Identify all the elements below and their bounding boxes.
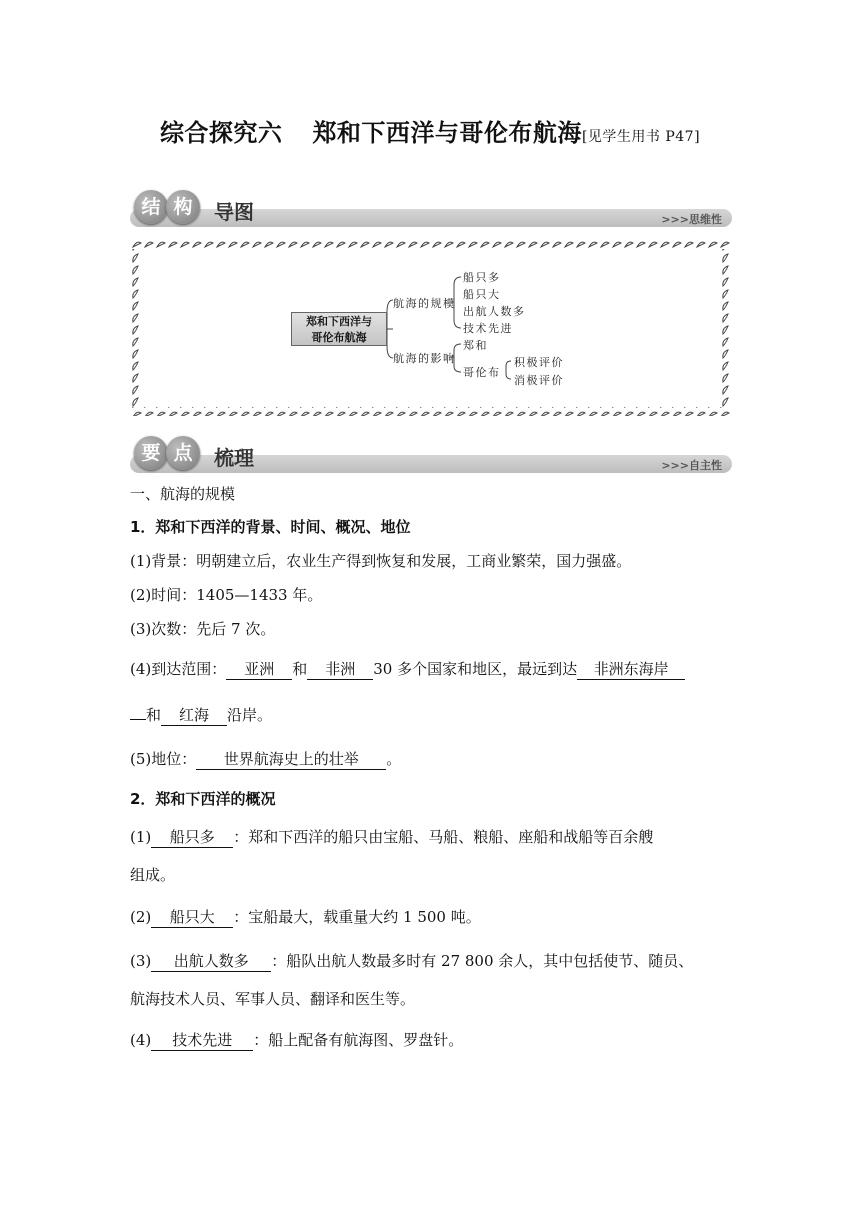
scale-item: 技术先进 [463, 322, 513, 335]
fill-blank-space [130, 719, 146, 720]
evaluation-item: 积极评价 [514, 356, 564, 369]
text: 和 [292, 660, 308, 678]
banner-badge: 构 [166, 190, 200, 224]
fill-blank-answer: 世界航海史上的壮举 [196, 749, 386, 770]
text: ：宝船最大，载重量大约 1 500 吨。 [233, 908, 481, 926]
fill-blank-answer: 亚洲 [226, 659, 292, 680]
text: 。 [386, 750, 402, 768]
banner-badge: 结 [134, 190, 168, 224]
paragraph: (2)时间：1405—1433 年。 [130, 586, 323, 604]
paragraph: (3)次数：先后 7 次。 [130, 620, 276, 638]
paragraph [130, 906, 481, 928]
paragraph [130, 1029, 463, 1051]
mind-map-center [291, 312, 387, 346]
title-right: 郑和下西洋与哥伦布航海 [312, 119, 582, 147]
paragraph: 航海技术人员、军事人员、翻译和医生等。 [130, 990, 416, 1008]
text: (2) [130, 908, 152, 926]
fill-blank-answer: 船只多 [151, 827, 233, 848]
branch-scale: 航海的规模 [393, 297, 456, 310]
fill-blank-answer: 非洲东海岸 [577, 659, 685, 680]
fill-blank-answer: 出航人数多 [151, 951, 271, 972]
paragraph [130, 704, 272, 726]
center-line: 哥伦布航海 [311, 331, 367, 344]
banner-tag: >>>自主性 [661, 459, 722, 472]
paragraph [130, 748, 401, 770]
fill-blank-answer: 技术先进 [151, 1030, 253, 1051]
fill-blank-answer: 红海 [161, 705, 227, 726]
mind-map-frame [131, 240, 731, 416]
paragraph [130, 950, 693, 972]
evaluation-item: 消极评价 [514, 374, 564, 387]
text: (1) [130, 828, 152, 846]
paragraph [130, 658, 685, 680]
section-heading: 一、航海的规模 [130, 485, 236, 503]
banner-badge: 点 [166, 436, 200, 470]
subheading: 1．郑和下西洋的背景、时间、概况、地位 [130, 518, 411, 536]
key-points-banner [130, 436, 732, 476]
fill-blank-answer: 船只大 [151, 907, 233, 928]
text: (4) [130, 1031, 152, 1049]
paragraph: 组成。 [130, 866, 176, 884]
text: 和 [146, 706, 162, 724]
subheading: 2．郑和下西洋的概况 [130, 790, 276, 808]
paragraph [130, 826, 653, 848]
impact-item: 哥伦布 [463, 366, 501, 379]
banner-tag: >>>思维性 [661, 213, 722, 226]
text: ：船队出航人数最多时有 27 800 余人，其中包括使节、随员、 [271, 952, 694, 970]
scale-item: 船只多 [463, 271, 501, 284]
banner-subtitle: 梳理 [214, 446, 254, 470]
book-reference: [见学生用书 P47] [581, 129, 701, 145]
text: (3) [130, 952, 152, 970]
branch-impact: 航海的影响 [393, 352, 456, 365]
paragraph: (1)背景：明朝建立后，农业生产得到恢复和发展，工商业繁荣，国力强盛。 [130, 552, 632, 570]
mind-map [131, 240, 731, 416]
text: 沿岸。 [227, 706, 273, 724]
center-line: 郑和下西洋与 [306, 315, 372, 328]
text: ：郑和下西洋的船只由宝船、马船、粮船、座船和战船等百余艘 [233, 828, 654, 846]
title-left: 综合探究六 [159, 119, 283, 147]
banner-badge: 要 [134, 436, 168, 470]
text: (4)到达范围： [130, 660, 227, 678]
fill-blank-answer: 非洲 [307, 659, 373, 680]
text: (5)地位： [130, 750, 197, 768]
scale-item: 船只大 [463, 288, 501, 301]
page-title [0, 113, 860, 148]
text: 30 多个国家和地区，最远到达 [373, 660, 578, 678]
impact-item: 郑和 [463, 339, 488, 352]
structure-map-banner [130, 190, 732, 230]
scale-item: 出航人数多 [463, 305, 526, 318]
banner-subtitle: 导图 [214, 200, 254, 224]
text: ：船上配备有航海图、罗盘针。 [253, 1031, 464, 1049]
